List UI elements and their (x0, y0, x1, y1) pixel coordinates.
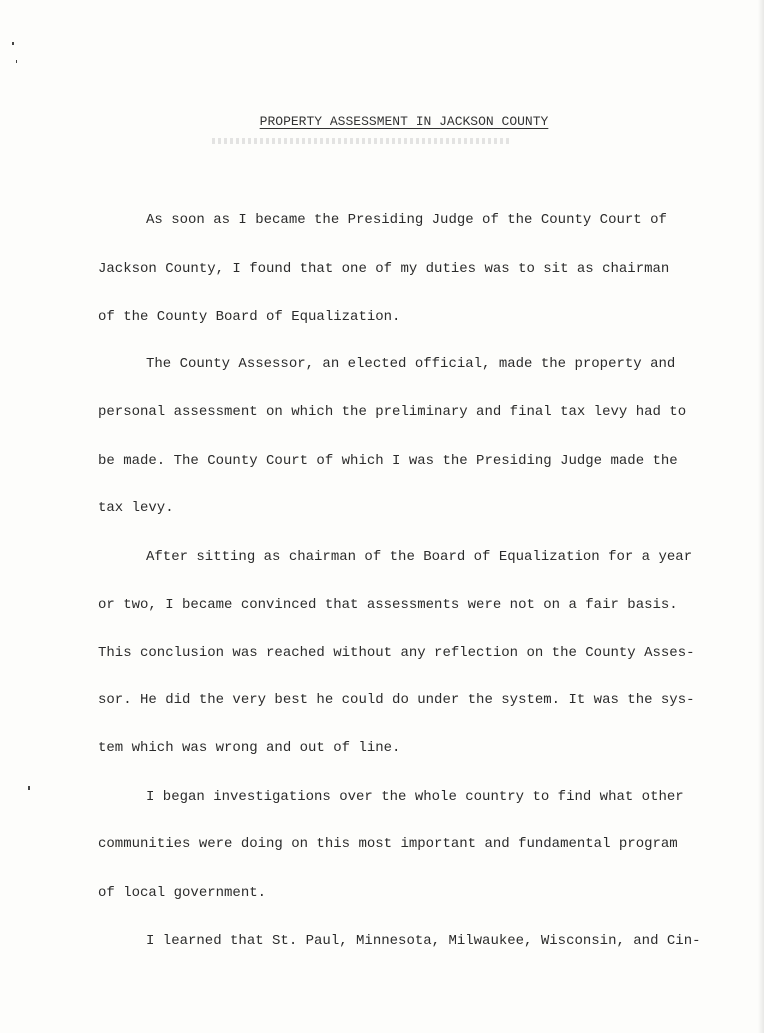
text-line: tem which was wrong and out of line. (98, 740, 401, 756)
text-line: of local government. (98, 885, 267, 901)
text-line: tax levy. (98, 500, 174, 516)
text-line: This conclusion was reached without any reflection on the County Asses- (98, 645, 695, 661)
text-line: Jackson County, I found that one of my duties was to sit as chairman (98, 261, 670, 277)
scan-speck (16, 60, 17, 63)
text-line: The County Assessor, an elected official, made the property and (146, 356, 676, 372)
text-line: communities were doing on this most important and fundamental program (98, 836, 678, 852)
scan-speck (12, 42, 14, 45)
page-edge-shadow (758, 0, 764, 1033)
document-title: PROPERTY ASSESSMENT IN JACKSON COUNTY (259, 114, 549, 129)
text-line: As soon as I became the Presiding Judge of the County Court of (146, 212, 667, 228)
text-line: of the County Board of Equalization. (98, 309, 401, 325)
text-line: I learned that St. Paul, Minnesota, Milwaukee, Wisconsin, and Cin- (146, 933, 701, 949)
text-line: be made. The County Court of which I was the Presiding Judge made the (98, 453, 678, 469)
title-ghost-impression (212, 138, 512, 144)
scan-speck (28, 786, 30, 790)
text-line: sor. He did the very best he could do under the system. It was the sys- (98, 692, 695, 708)
text-line: or two, I became convinced that assessments were not on a fair basis. (98, 597, 678, 613)
text-line: After sitting as chairman of the Board of Equalization for a year (146, 549, 693, 565)
text-line: personal assessment on which the preliminary and final tax levy had to (98, 404, 687, 420)
text-line: I began investigations over the whole country to find what other (146, 789, 684, 805)
